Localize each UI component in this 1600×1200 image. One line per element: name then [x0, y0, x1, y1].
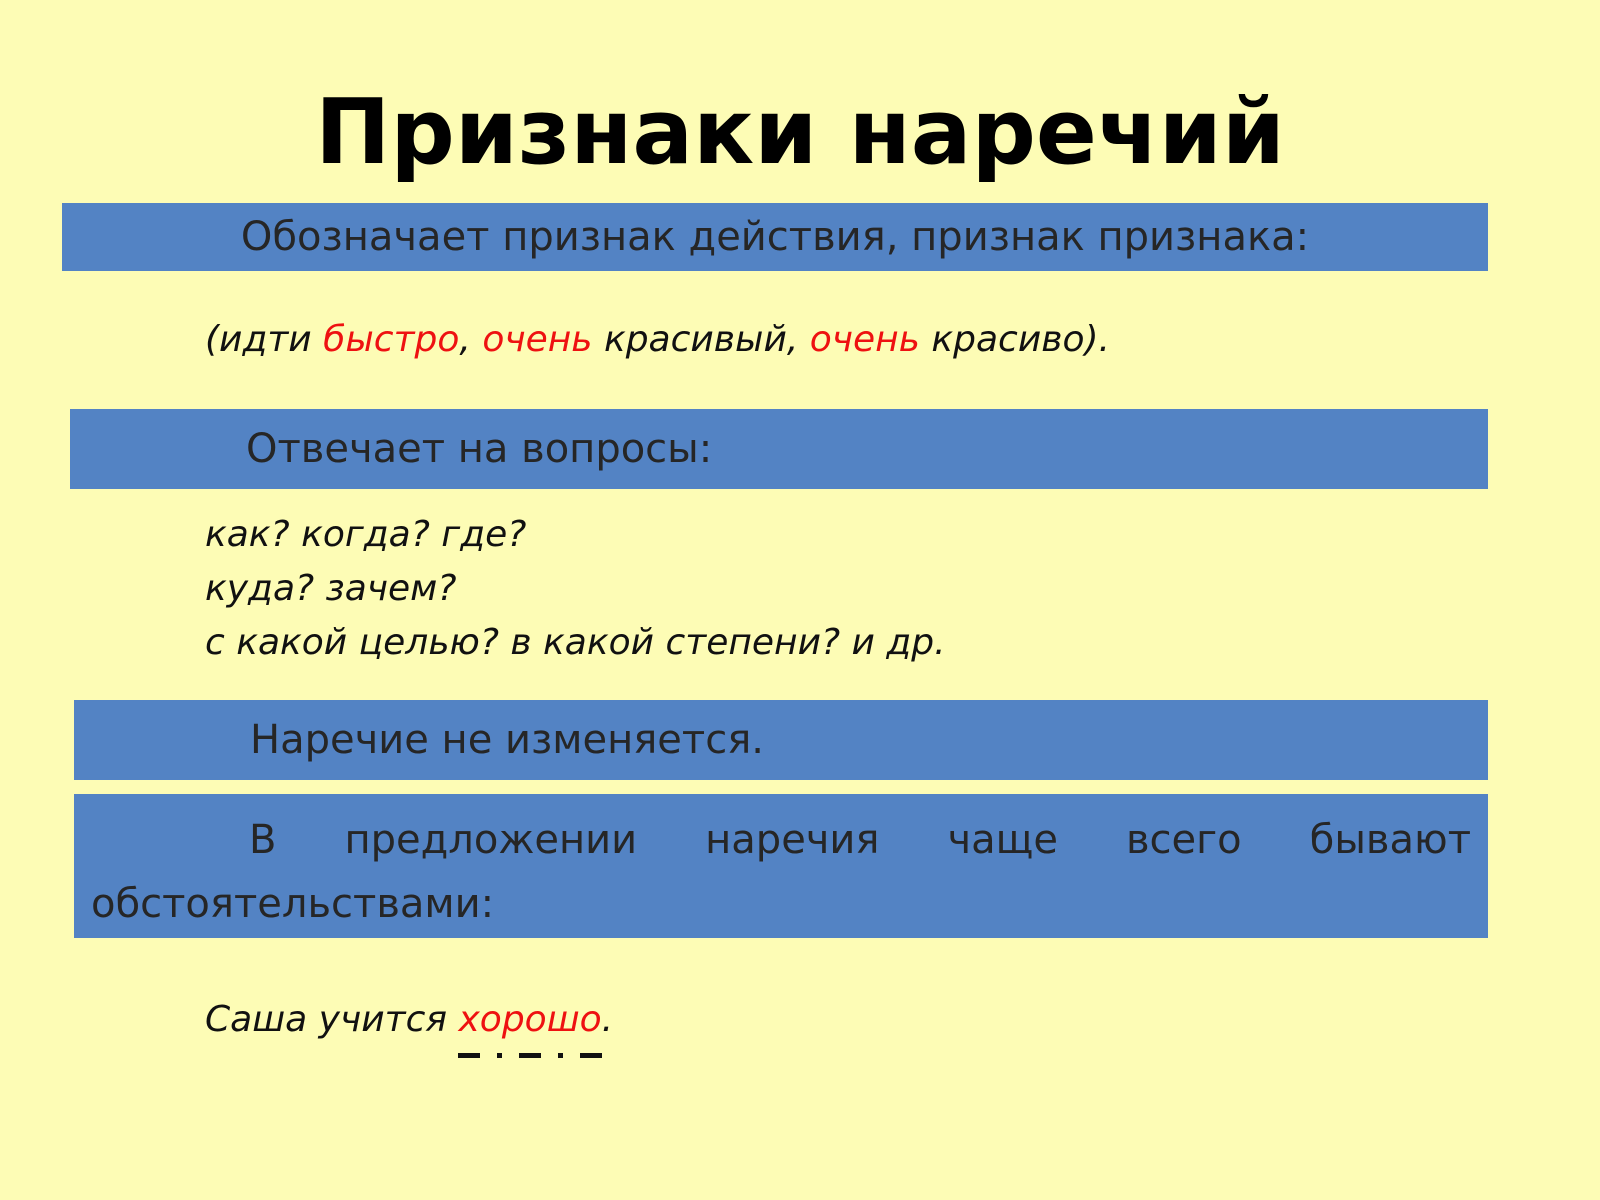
adverb-highlight: быстро	[323, 319, 460, 360]
unchangeable-band: Наречие не изменяется.	[74, 700, 1488, 780]
adverb-highlight: очень	[482, 319, 593, 360]
example-text: красивый,	[592, 319, 810, 360]
question-line: как? когда? где?	[205, 514, 527, 555]
question-line: с какой целью? в какой степени? и др.	[205, 622, 946, 663]
example-text: красиво).	[919, 319, 1110, 360]
questions-band: Отвечает на вопросы:	[70, 409, 1488, 489]
dash-dot-underline	[458, 1053, 601, 1058]
adverb-highlight: очень	[809, 319, 920, 360]
slide-title: Признаки наречий	[315, 80, 1285, 185]
sentence-example	[205, 996, 613, 1044]
questions-list	[205, 508, 946, 670]
example-text: ,	[459, 319, 483, 360]
syntax-role-band	[74, 794, 1488, 938]
definition-band: Обозначает признак действия, признак признака:	[62, 203, 1488, 271]
adverb-highlight: хорошо	[458, 999, 602, 1040]
example-text: (идти	[205, 319, 324, 360]
question-line: куда? зачем?	[205, 568, 457, 609]
definition-example	[205, 318, 1110, 362]
example-text: Саша учится	[205, 999, 459, 1040]
adverb-circumstance	[458, 996, 601, 1044]
syntax-role-text: В предложении наречия чаще всего бывают обстоятельствами:	[91, 817, 1471, 927]
example-text: .	[601, 999, 614, 1040]
